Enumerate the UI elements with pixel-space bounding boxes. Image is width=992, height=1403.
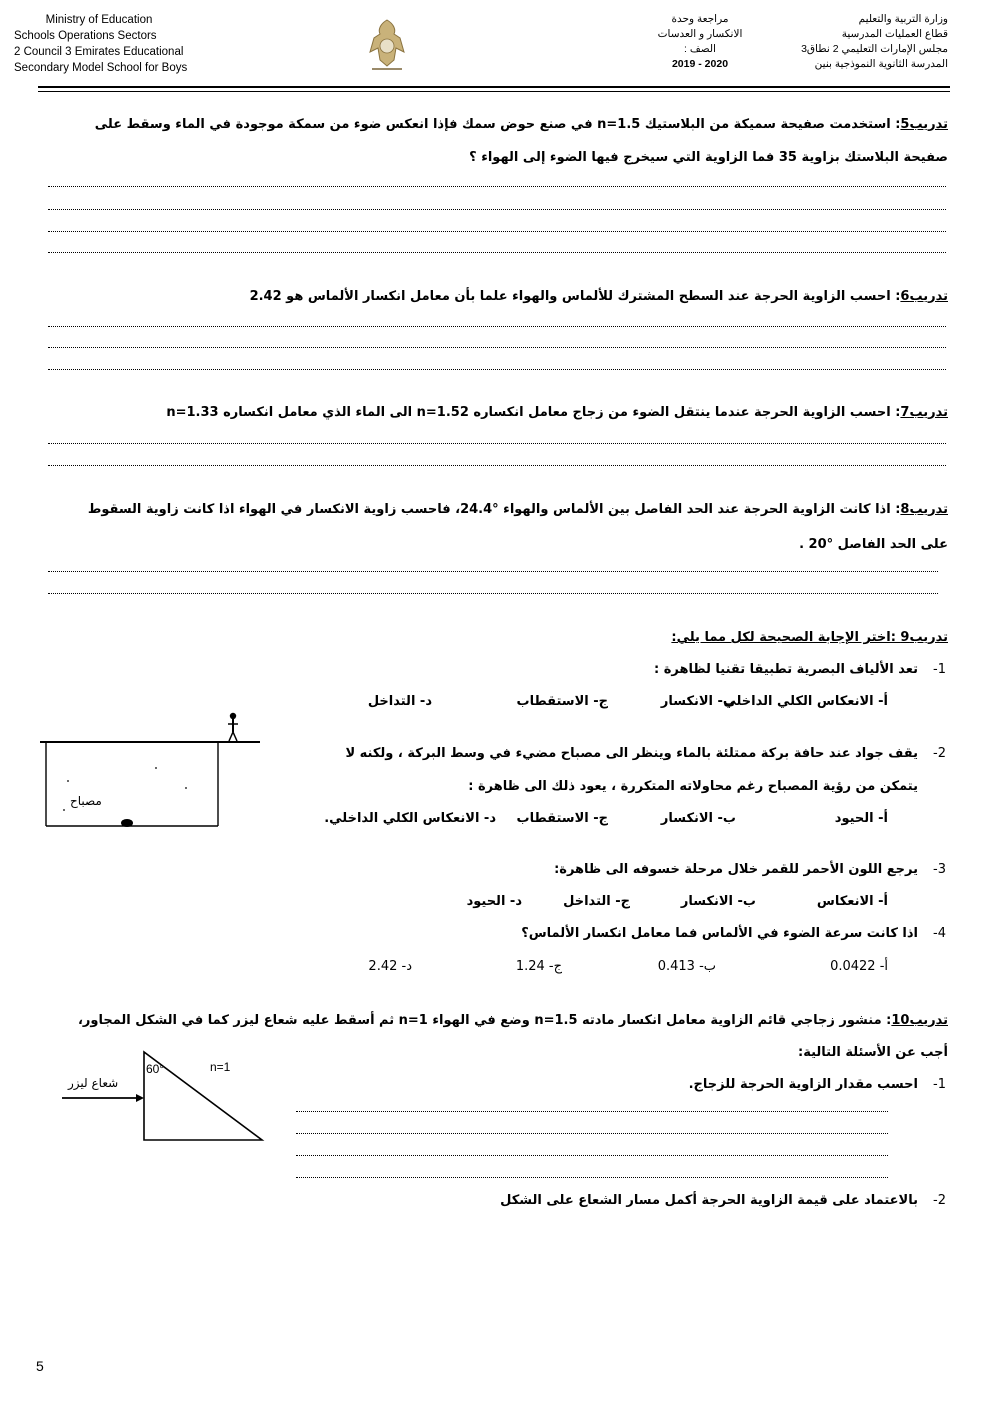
question-6: [250, 289, 948, 304]
header-middle: [600, 12, 800, 72]
answer-line[interactable]: [48, 231, 946, 232]
header-arabic-line: المدرسة الثانوية النموذجية بنين: [814, 58, 948, 70]
header-arabic-line: قطاع العمليات المدرسية: [841, 28, 948, 40]
question-8-line2: على الحد الفاصل °20 .: [799, 537, 948, 552]
mcq-4-option-b[interactable]: ب- 0.413: [657, 959, 716, 974]
question-8-label: تدريب8: [900, 502, 948, 517]
prism-medium-label: n=1: [210, 1060, 231, 1074]
answer-line[interactable]: [48, 209, 946, 210]
answer-line[interactable]: [48, 593, 938, 594]
mcq-3-option-b[interactable]: ب- الانكسار: [680, 894, 756, 909]
mcq-2-stem: يقف جواد عند حافة بركة ممتلئة بالماء وينظر الى مصباح مضيء في وسط البركة ، ولكنه لا: [345, 746, 918, 761]
header-arabic-line: وزارة التربية والتعليم: [858, 13, 948, 25]
question-7: [166, 405, 948, 420]
answer-line[interactable]: [48, 186, 946, 187]
q10-sub1-number: -1: [933, 1077, 946, 1092]
mcq-1-stem: تعد الألياف البصرية تطبيقا تقنيا لظاهرة :: [653, 662, 918, 677]
unit-review-title: مراجعة وحدة: [671, 13, 729, 25]
answer-line[interactable]: [48, 571, 938, 572]
mcq-1-option-a[interactable]: أ- الانعكاس الكلي الداخلي: [723, 694, 888, 709]
question-5-text: : استخدمت صفيحة سميكة من البلاستيك n=1.5 في صنع حوض سمك فإذا انعكس ضوء من سمكة موجودة في الماء وسقط على: [94, 117, 901, 132]
arrow-icon: [136, 1094, 144, 1102]
mcq-1-option-c[interactable]: ج- الاستقطاب: [516, 694, 608, 709]
question-8-text: : اذا كانت الزاوية الحرجة عند الحد الفاصل بين الألماس والهواء °24.4، فاحسب زاوية الانكسار في الهواء اذا كانت زاوية السقوط: [87, 502, 901, 517]
q10-sub2-number: -2: [933, 1193, 946, 1208]
header-english-line: 2 Council 3 Emirates Educational: [14, 46, 184, 58]
school-year: 2020 - 2019: [671, 58, 729, 70]
mcq-2-option-b[interactable]: ب- الانكسار: [660, 811, 736, 826]
question-5-label: تدريب5: [900, 117, 948, 132]
header-english-line: Schools Operations Sectors: [14, 30, 157, 42]
question-10-label: تدريب10: [891, 1013, 948, 1028]
lamp-icon: [121, 819, 133, 827]
emblem-logo: [360, 16, 414, 72]
mcq-2-option-d[interactable]: د- الانعكاس الكلي الداخلي.: [324, 811, 496, 826]
mcq-2-stem-line2: يتمكن من رؤية المصباح رغم محاولاته المتكررة ، يعود ذلك الى ظاهرة :: [468, 779, 918, 794]
answer-line[interactable]: [48, 326, 946, 327]
answer-line[interactable]: [48, 252, 946, 253]
answer-line[interactable]: [296, 1177, 888, 1178]
question-9: [671, 630, 948, 645]
mcq-1: [654, 662, 918, 677]
q10-sub1-text: احسب مقدار الزاوية الحرجة للزجاج.: [688, 1077, 918, 1092]
header-arabic: [801, 12, 948, 72]
answer-line[interactable]: [48, 443, 946, 444]
grade-field: الصف :: [684, 43, 716, 55]
answer-line[interactable]: [296, 1111, 888, 1112]
question-5: [95, 117, 948, 132]
question-6-text: : احسب الزاوية الحرجة عند السطح المشترك للألماس والهواء علما بأن معامل انكسار الألماس هو 2.42: [249, 289, 901, 304]
mcq-4-number: -4: [933, 926, 946, 941]
unit-name: الانكسار و العدسات: [657, 28, 743, 40]
mcq-2-option-a[interactable]: أ- الحيود: [834, 811, 888, 826]
question-8: [88, 502, 948, 517]
answer-line[interactable]: [48, 465, 946, 466]
answer-line[interactable]: [296, 1155, 888, 1156]
mcq-2-number: -2: [933, 746, 946, 761]
mcq-3-option-d[interactable]: د- الحيود: [466, 894, 522, 909]
header-divider-thin: [38, 91, 950, 92]
question-10: [78, 1013, 948, 1028]
question-9-title: :اختر الإجابة الصحيحة لكل مما يلي:: [671, 630, 901, 645]
q10-sub2-text: بالاعتماد على قيمة الزاوية الحرجة أكمل مسار الشعاع على الشكل: [500, 1193, 918, 1208]
question-7-text: : احسب الزاوية الحرجة عندما ينتقل الضوء من زجاج معامل انكساره n=1.52 الى الماء الذي معامل انكساره n=1.33: [166, 405, 901, 420]
mcq-3-number: -3: [933, 862, 946, 877]
lamp-label: مصباح: [70, 794, 102, 808]
answer-line[interactable]: [48, 347, 946, 348]
question-10-text: : منشور زجاجي قائم الزاوية معامل انكسار مادته n=1.5 وضع في الهواء n=1 ثم أسقط عليه شعاع ليزر كما في الشكل المجاور،: [77, 1013, 892, 1028]
question-10-line2: أجب عن الأسئلة التالية:: [798, 1045, 948, 1060]
question-9-label: تدريب9: [900, 630, 948, 645]
mcq-4-option-c[interactable]: ج- 1.24: [515, 959, 562, 974]
header-english: [14, 12, 187, 76]
mcq-3-option-c[interactable]: ج- التداخل: [563, 894, 630, 909]
mcq-1-option-d[interactable]: د- التداخل: [367, 694, 432, 709]
header-arabic-line: مجلس الإمارات التعليمي 2 نطاق3: [801, 43, 948, 55]
mcq-3-option-a[interactable]: أ- الانعكاس: [816, 894, 888, 909]
mcq-3-stem: يرجع اللون الأحمر للقمر خلال مرحلة خسوفه الى ظاهرة:: [554, 862, 918, 877]
header-divider: [38, 86, 950, 88]
mcq-1-number: -1: [933, 662, 946, 677]
pool-figure: [36, 706, 262, 830]
mcq-4-option-a[interactable]: أ- 0.0422: [830, 959, 888, 974]
prism-angle-label: 60°: [146, 1062, 165, 1076]
answer-line[interactable]: [48, 369, 946, 370]
mcq-4-stem: اذا كانت سرعة الضوء في الألماس فما معامل انكسار الألماس؟: [521, 926, 918, 941]
laser-label: شعاع ليزر: [68, 1076, 119, 1090]
page-number: 5: [36, 1358, 44, 1374]
mcq-4-option-d[interactable]: د- 2.42: [368, 959, 412, 974]
header-english-line: Secondary Model School for Boys: [14, 62, 188, 74]
header-english-line: Ministry of Education: [45, 14, 153, 26]
person-icon: [228, 713, 238, 741]
mcq-1-option-b[interactable]: ب- الانكسار: [660, 694, 736, 709]
question-5-line2: صفيحة البلاستك بزاوية 35 فما الزاوية التي سيخرج فيها الضوء إلى الهواء ؟: [469, 150, 948, 165]
question-6-label: تدريب6: [900, 289, 948, 304]
question-7-label: تدريب7: [900, 405, 948, 420]
mcq-2-option-c[interactable]: ج- الاستقطاب: [516, 811, 608, 826]
answer-line[interactable]: [296, 1133, 888, 1134]
